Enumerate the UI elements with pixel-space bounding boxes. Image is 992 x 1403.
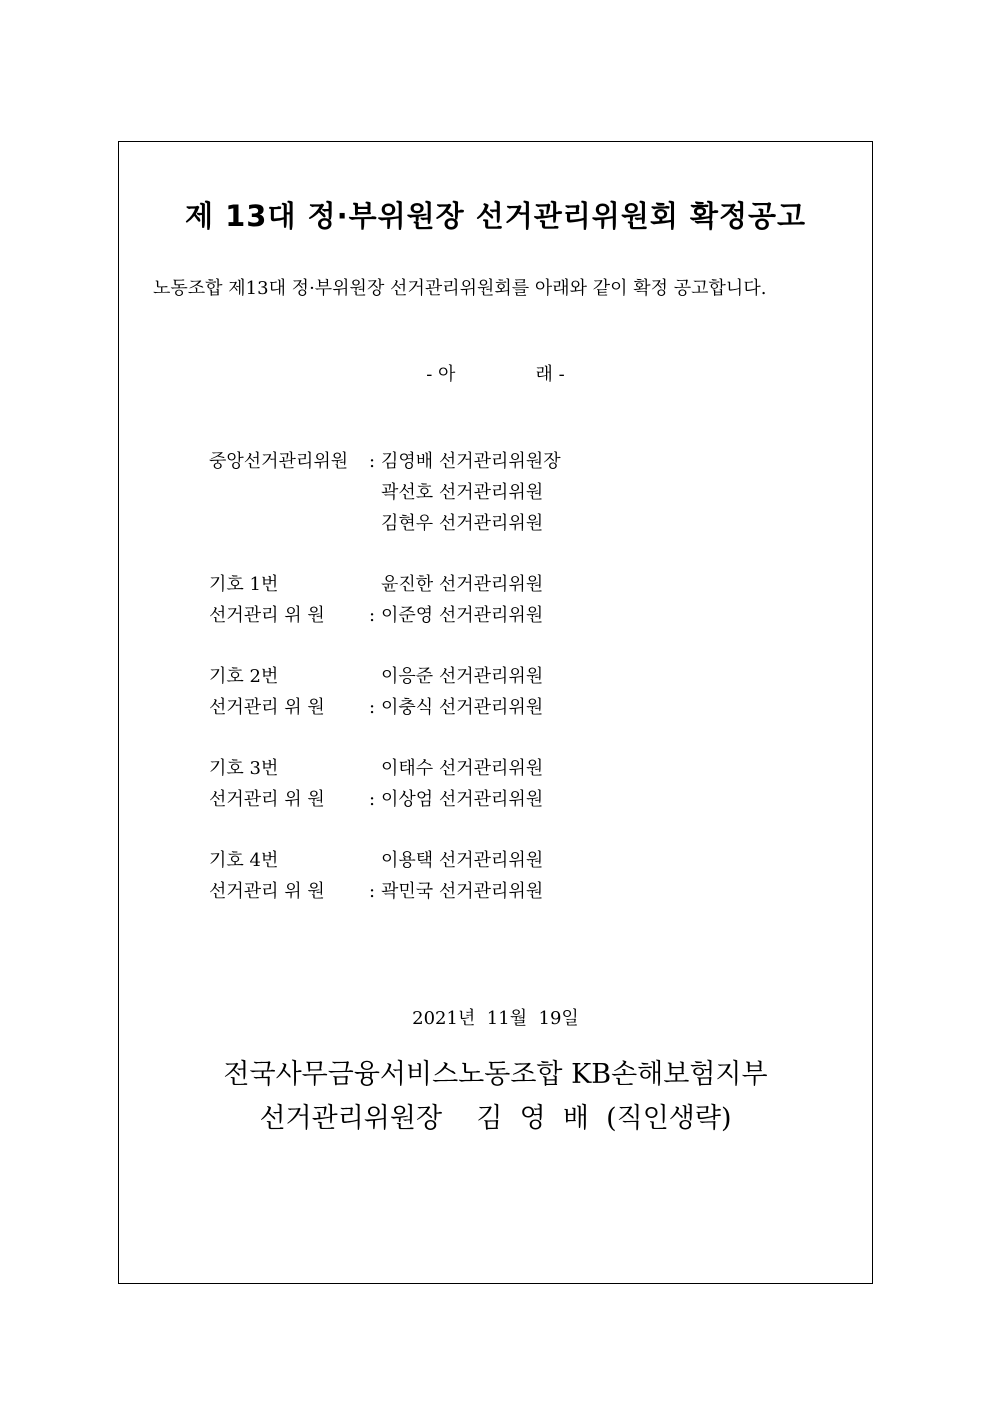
notice-frame: [118, 141, 873, 1284]
row-colon: :: [369, 605, 376, 626]
row-value: 이태수 선거관리위원: [381, 758, 544, 779]
signature-line: 선거관리위원장 김 영 배 (직인생략): [259, 1103, 732, 1134]
row-label: 기호 3번: [209, 758, 279, 779]
row-value: 윤진한 선거관리위원: [381, 574, 544, 595]
notice-title: 제 13대 정·부위원장 선거관리위원회 확정공고: [184, 199, 806, 233]
notice-date: 2021년 11월 19일: [412, 1008, 579, 1029]
intro-paragraph: [143, 274, 851, 304]
row-value: 이충식 선거관리위원: [381, 697, 544, 718]
row-label: 선거관리 위 원: [209, 789, 325, 810]
row-value: 김영배 선거관리위원장: [381, 451, 561, 472]
row-label: 중앙선거관리위원: [209, 451, 349, 472]
row-label: 기호 1번: [209, 574, 279, 595]
row-value: 이준영 선거관리위원: [381, 605, 544, 626]
row-label: 기호 2번: [209, 666, 279, 687]
organization-name: 전국사무금융서비스노동조합 KB손해보험지부: [223, 1059, 768, 1090]
row-label: 기호 4번: [209, 850, 279, 871]
row-label: 선거관리 위 원: [209, 881, 325, 902]
row-colon: :: [369, 697, 376, 718]
row-value: 이상엄 선거관리위원: [381, 789, 544, 810]
sub-heading: - 아 래 -: [426, 364, 565, 385]
row-label: 선거관리 위 원: [209, 697, 325, 718]
row-value: 곽민국 선거관리위원: [381, 881, 544, 902]
row-colon: :: [369, 881, 376, 902]
row-value: 곽선호 선거관리위원: [381, 482, 544, 503]
row-value: 김현우 선거관리위원: [381, 513, 544, 534]
row-value: 이응준 선거관리위원: [381, 666, 544, 687]
intro-text: 노동조합 제13대 정·부위원장 선거관리위원회를 아래와 같이 확정 공고합니다.: [153, 278, 767, 299]
row-colon: :: [369, 451, 376, 472]
row-colon: :: [369, 789, 376, 810]
row-label: 선거관리 위 원: [209, 605, 325, 626]
row-value: 이용택 선거관리위원: [381, 850, 544, 871]
